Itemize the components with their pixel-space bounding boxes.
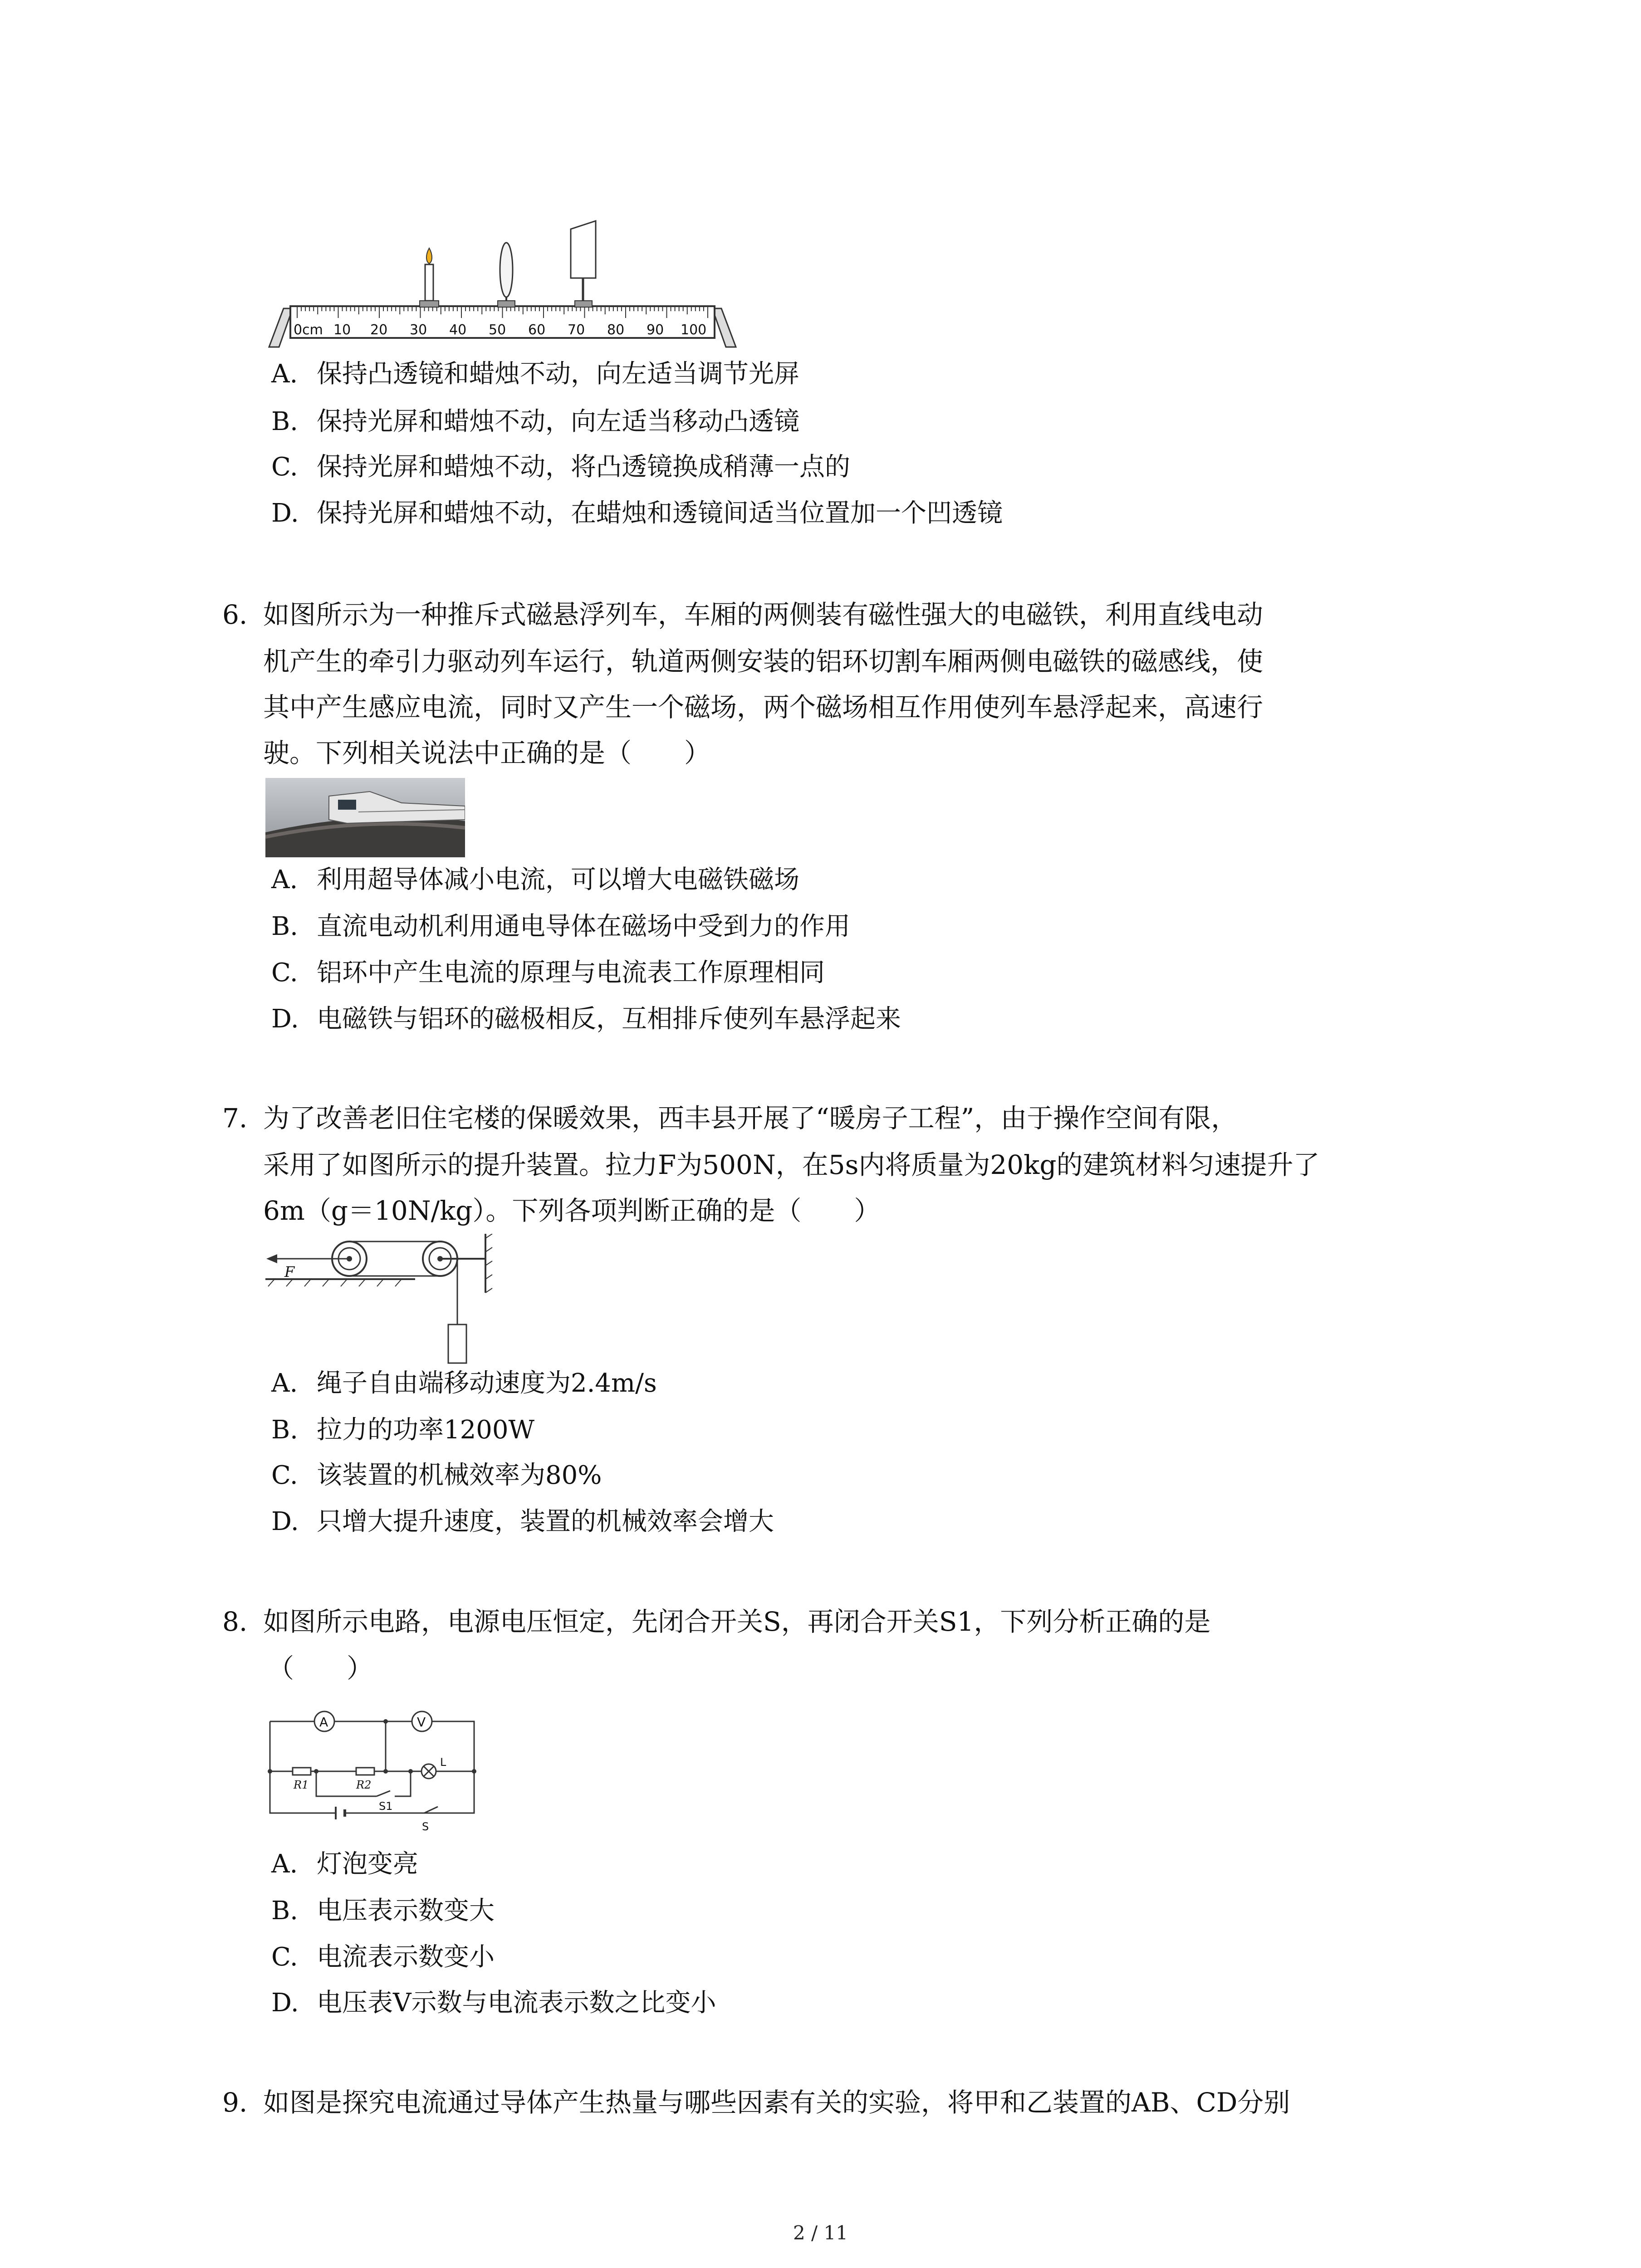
option-letter: D.	[271, 1004, 299, 1034]
q6-stem-line: 其中产生感应电流，同时又产生一个磁场，两个磁场相互作用使列车悬浮起来，高速行	[263, 692, 1264, 723]
option-letter: C.	[271, 1942, 298, 1972]
bench-left-stand	[269, 308, 293, 347]
q5-option-a[interactable]	[271, 358, 799, 390]
load-block	[448, 1325, 466, 1363]
q8-stem-line: 如图所示电路，电源电压恒定，先闭合开关S，再闭合开关S1，下列分析正确的是	[263, 1606, 1211, 1637]
voltmeter-icon	[412, 1711, 432, 1731]
lamp-icon	[421, 1756, 446, 1779]
pulley-system-figure	[265, 1234, 506, 1370]
q8-stem-line: （ ）	[268, 1653, 373, 1684]
q7-stem-line: 6m（g＝10N/kg）。下列各项判断正确的是（ ）	[263, 1195, 881, 1226]
optical-bench-figure	[265, 220, 740, 352]
option-letter: C.	[271, 1461, 298, 1490]
candle	[420, 248, 439, 307]
option-letter: D.	[271, 1988, 299, 2018]
option-text: 保持光屏和蜡烛不动，在蜡烛和透镜间适当位置加一个凹透镜	[317, 499, 1003, 528]
option-text: 拉力的功率1200W	[317, 1415, 535, 1445]
tick-label-10: 10	[333, 322, 351, 338]
r2-label: R2	[356, 1779, 372, 1791]
q8-option-b[interactable]	[271, 1895, 495, 1927]
option-text: 保持凸透镜和蜡烛不动，向左适当调节光屏	[317, 359, 799, 389]
option-text: 利用超导体减小电流，可以增大电磁铁磁场	[317, 865, 799, 894]
maglev-train-photo	[265, 778, 465, 857]
option-letter: D.	[271, 499, 299, 528]
convex-lens	[498, 243, 515, 307]
option-text: 电磁铁与铝环的磁极相反，互相排斥使列车悬浮起来	[317, 1004, 901, 1034]
force-arrow-icon	[266, 1254, 277, 1263]
circuit-diagram	[265, 1708, 483, 1839]
option-text: 灯泡变亮	[317, 1849, 418, 1879]
q6-stem-line: 机产生的牵引力驱动列车运行，轨道两侧安装的铝环切割车厢两侧电磁铁的磁感线，使	[263, 646, 1264, 677]
option-text: 绳子自由端移动速度为2.4m/s	[317, 1369, 657, 1398]
switch-s-label: S	[422, 1820, 429, 1833]
option-letter: C.	[271, 958, 298, 987]
q8-number: 8.	[222, 1606, 248, 1637]
lamp-label: L	[440, 1756, 446, 1769]
ammeter-label: A	[319, 1715, 328, 1730]
r1-label: R1	[294, 1779, 309, 1791]
tick-label-70: 70	[568, 322, 585, 338]
tick-label-40: 40	[449, 322, 467, 338]
tick-label-100: 100	[681, 322, 707, 338]
option-letter: A.	[271, 865, 298, 894]
q5-option-b[interactable]	[271, 406, 799, 438]
q8-option-d[interactable]	[271, 1987, 716, 2019]
fixed-pulley	[423, 1242, 485, 1276]
q9-number: 9.	[222, 2087, 248, 2118]
option-text: 只增大提升速度，装置的机械效率会增大	[317, 1507, 774, 1536]
tick-label-30: 30	[410, 322, 427, 338]
option-text: 该装置的机械效率为80%	[317, 1461, 602, 1490]
option-letter: A.	[271, 359, 298, 389]
q7-number: 7.	[222, 1103, 248, 1134]
option-text: 电流表示数变小	[317, 1942, 495, 1972]
q6-number: 6.	[222, 599, 248, 630]
tick-label-0: 0cm	[294, 322, 323, 338]
option-text: 保持光屏和蜡烛不动，向左适当移动凸透镜	[317, 407, 799, 436]
q7-option-b[interactable]	[271, 1414, 534, 1446]
switch-s1-label: S1	[379, 1800, 393, 1813]
q7-stem-line: 为了改善老旧住宅楼的保暖效果，西丰县开展了“暖房子工程”，由于操作空间有限，	[263, 1103, 1238, 1134]
q6-option-b[interactable]	[271, 911, 850, 943]
q9-stem-line: 如图是探究电流通过导体产生热量与哪些因素有关的实验，将甲和乙装置的AB、CD分别	[263, 2087, 1290, 2118]
q6-option-d[interactable]	[271, 1003, 901, 1035]
option-letter: B.	[271, 1896, 298, 1926]
resistor-r1-icon	[293, 1768, 311, 1791]
option-letter: A.	[271, 1849, 298, 1879]
bench-right-stand	[712, 308, 736, 347]
option-text: 电压表示数变大	[317, 1896, 495, 1926]
q8-option-a[interactable]	[271, 1848, 418, 1880]
q7-option-a[interactable]	[271, 1368, 657, 1399]
q6-stem-line: 驶。下列相关说法中正确的是（ ）	[263, 738, 711, 768]
ammeter-icon	[314, 1711, 334, 1731]
option-text: 直流电动机利用通电导体在磁场中受到力的作用	[317, 912, 850, 941]
q5-option-c[interactable]	[271, 451, 850, 483]
option-text: 铝环中产生电流的原理与电流表工作原理相同	[317, 958, 825, 987]
tick-label-90: 90	[647, 322, 664, 338]
tick-label-50: 50	[489, 322, 506, 338]
option-text: 保持光屏和蜡烛不动，将凸透镜换成稍薄一点的	[317, 452, 850, 482]
option-letter: C.	[271, 452, 298, 482]
tick-label-20: 20	[370, 322, 388, 338]
option-letter: B.	[271, 407, 298, 436]
option-text: 电压表V示数与电流表示数之比变小	[317, 1988, 716, 2018]
resistor-r2-icon	[356, 1768, 374, 1791]
q6-stem-line: 如图所示为一种推斥式磁悬浮列车，车厢的两侧装有磁性强大的电磁铁，利用直线电动	[263, 599, 1264, 630]
tick-label-80: 80	[607, 322, 625, 338]
option-letter: A.	[271, 1369, 298, 1398]
q7-stem-line: 采用了如图所示的提升装置。拉力F为500N，在5s内将质量为20kg的建筑材料匀速提升了	[263, 1149, 1320, 1180]
q6-option-a[interactable]	[271, 864, 799, 896]
tick-label-60: 60	[528, 322, 546, 338]
q6-option-c[interactable]	[271, 957, 825, 989]
voltmeter-label: V	[417, 1715, 426, 1730]
page-number: 2 / 11	[793, 2222, 848, 2244]
force-label: F	[284, 1263, 295, 1281]
q8-option-c[interactable]	[271, 1941, 495, 1973]
q5-option-d[interactable]	[271, 498, 1003, 529]
option-letter: D.	[271, 1507, 299, 1536]
light-screen	[571, 221, 596, 307]
q7-option-d[interactable]	[271, 1506, 774, 1538]
option-letter: B.	[271, 1415, 298, 1445]
q7-option-c[interactable]	[271, 1460, 602, 1491]
option-letter: B.	[271, 912, 298, 941]
